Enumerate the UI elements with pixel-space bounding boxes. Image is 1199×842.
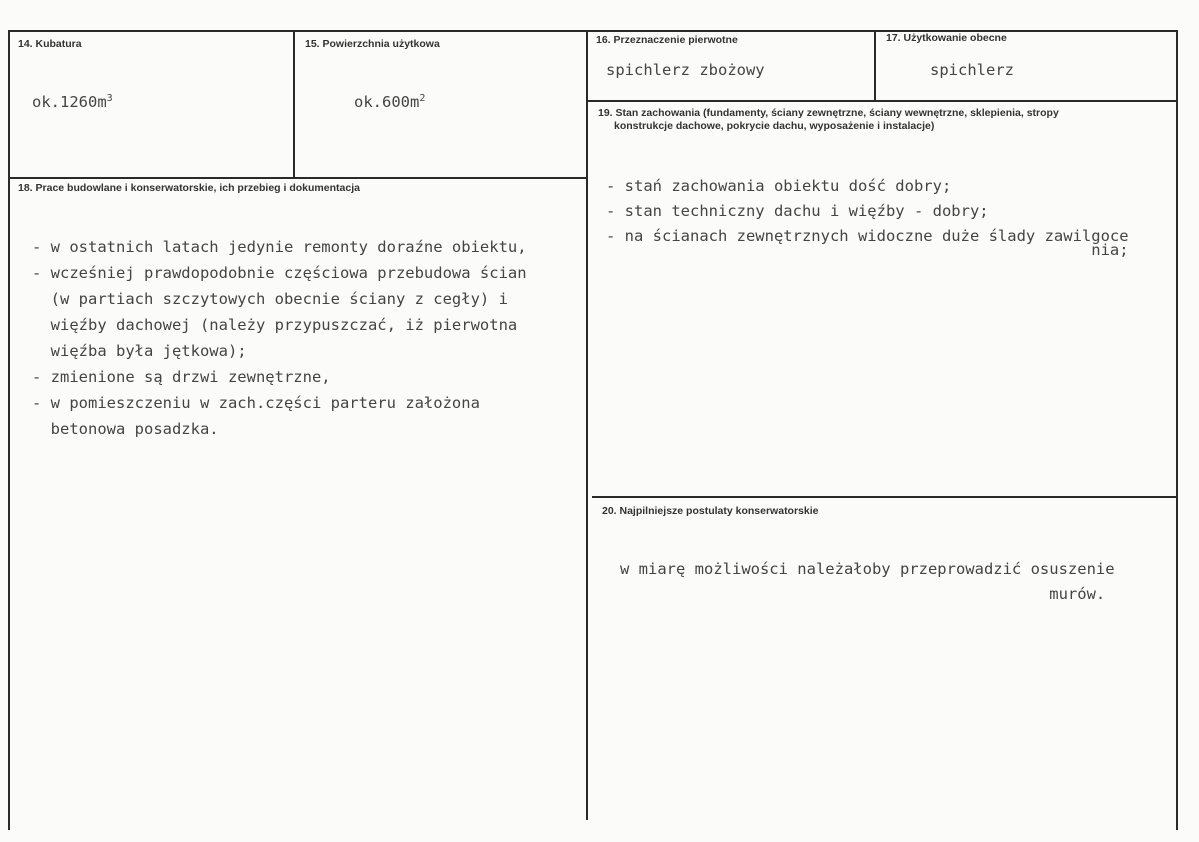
field-20-text: w miarę możliwości należałoby przeprowadzić osuszenie murów. bbox=[620, 560, 1115, 603]
field-19-label: 19. Stan zachowania (fundamenty, ściany zewnętrzne, ściany wewnętrzne, sklepienia, stropy konstrukcje dachowe, pokrycie dachu, wyposażenie i instalacje) bbox=[598, 107, 1059, 132]
field-14-value: $ok.1260m^3$ bbox=[32, 93, 113, 112]
divider-row1-left bbox=[8, 177, 588, 179]
field-15-value: $ok.600m^2$ bbox=[354, 93, 426, 112]
divider-row1-right bbox=[588, 100, 1178, 102]
border-left bbox=[8, 30, 10, 830]
divider-14-15 bbox=[293, 30, 295, 178]
divider-left-right bbox=[586, 30, 588, 820]
field-18-label: 18. Prace budowlane i konserwatorskie, ich przebieg i dokumentacja bbox=[18, 182, 360, 194]
field-15-label: 15. Powierzchnia użytkowa bbox=[305, 38, 440, 50]
field-18-text: - w ostatnich latach jedynie remonty doraźne obiektu, - wcześniej prawdopodobnie częściowa przebudowa ścian (w partiach szczytowych obecnie ściany z cegły) i więźby dachowej (należy przypuszczać, iż pierwotna więźba była jętkowa); - zmienione są drzwi zewnętrzne, - w pomieszczeniu w zach.części parteru założona betonowa posadzka. bbox=[32, 238, 527, 438]
field-19-text: - stań zachowania obiektu dość dobry; - stan techniczny dachu i więźby - dobry; - na ścianach zewnętrznych widoczne duże ślady zawilgoce nia; bbox=[606, 177, 1129, 259]
field-17-value: spichlerz bbox=[930, 61, 1014, 79]
divider-19-20 bbox=[592, 496, 1178, 498]
field-20-label: 20. Najpilniejsze postulaty konserwatorskie bbox=[602, 505, 819, 517]
field-17-label: 17. Użytkowanie obecne bbox=[886, 32, 1007, 44]
divider-16-17 bbox=[874, 30, 876, 100]
border-right bbox=[1176, 30, 1178, 830]
field-16-label: 16. Przeznaczenie pierwotne bbox=[596, 34, 738, 46]
field-14-label: 14. Kubatura bbox=[18, 38, 82, 50]
field-16-value: spichlerz zbożowy bbox=[606, 61, 765, 79]
